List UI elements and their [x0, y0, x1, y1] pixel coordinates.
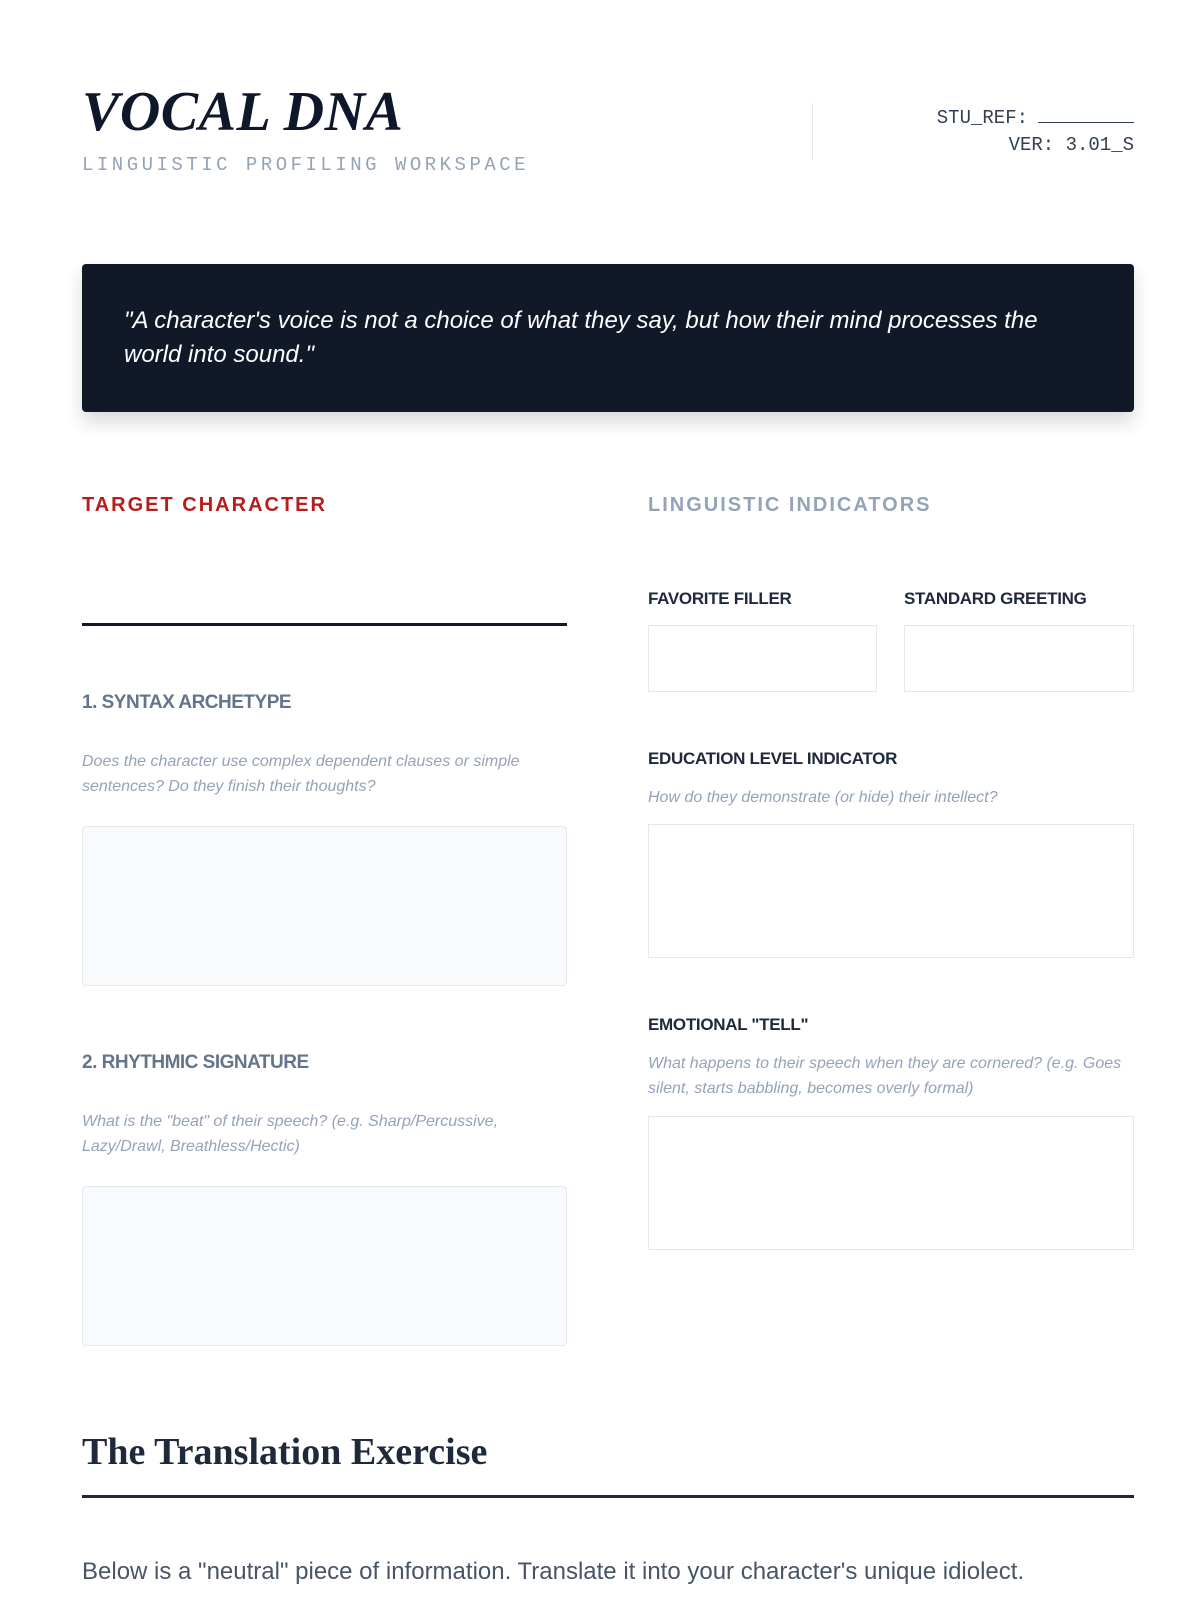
rhythmic-signature-input[interactable] — [82, 1186, 567, 1346]
character-name-field[interactable] — [82, 623, 567, 626]
favorite-filler-label: FAVORITE FILLER — [648, 589, 792, 608]
student-ref-label: STU_REF: — [936, 107, 1028, 129]
linguistic-indicators-heading: LINGUISTIC INDICATORS — [648, 494, 932, 516]
education-level-label: EDUCATION LEVEL INDICATOR — [648, 749, 898, 768]
emotional-tell-label: EMOTIONAL "TELL" — [648, 1015, 809, 1034]
emotional-tell-help: What happens to their speech when they are cornered? (e.g. Goes silent, starts babbling, becomes overly formal) — [648, 1055, 1122, 1097]
syntax-archetype-heading: 1. SYNTAX ARCHETYPE — [82, 692, 292, 713]
header-divider — [812, 103, 813, 159]
quote-banner — [82, 264, 1134, 412]
document-meta — [937, 104, 1134, 159]
standard-greeting-input[interactable] — [904, 625, 1134, 692]
favorite-filler-input[interactable] — [648, 625, 877, 692]
version-label: VER: 3.01_S — [1008, 134, 1134, 156]
education-level-help: How do they demonstrate (or hide) their intellect? — [648, 789, 998, 806]
page-title: VOCAL DNA — [82, 81, 404, 143]
education-level-input[interactable] — [648, 824, 1134, 958]
translation-exercise-title: The Translation Exercise — [82, 1431, 488, 1473]
target-character-heading: TARGET CHARACTER — [82, 494, 327, 516]
standard-greeting-label: STANDARD GREETING — [904, 589, 1087, 608]
student-ref-row — [937, 104, 1134, 132]
page-header — [82, 78, 1134, 188]
student-ref-field[interactable] — [1038, 104, 1134, 123]
rhythmic-signature-help: What is the "beat" of their speech? (e.g. Sharp/Percussive, Lazy/Drawl, Breathless/Hectic) — [82, 1113, 499, 1155]
syntax-archetype-help: Does the character use complex dependent clauses or simple sentences? Do they finish their thoughts? — [82, 753, 520, 795]
rhythmic-signature-heading: 2. RHYTHMIC SIGNATURE — [82, 1052, 309, 1073]
translation-instructions: Below is a "neutral" piece of information. Translate it into your character's unique idiolect. — [82, 1558, 1025, 1585]
section-divider — [82, 1495, 1134, 1498]
quote-text: "A character's voice is not a choice of what they say, but how their mind processes the world into sound." — [124, 307, 1038, 368]
page-subtitle: LINGUISTIC PROFILING WORKSPACE — [82, 154, 530, 176]
syntax-archetype-input[interactable] — [82, 826, 567, 986]
worksheet-page — [82, 0, 1134, 1600]
emotional-tell-input[interactable] — [648, 1116, 1134, 1250]
